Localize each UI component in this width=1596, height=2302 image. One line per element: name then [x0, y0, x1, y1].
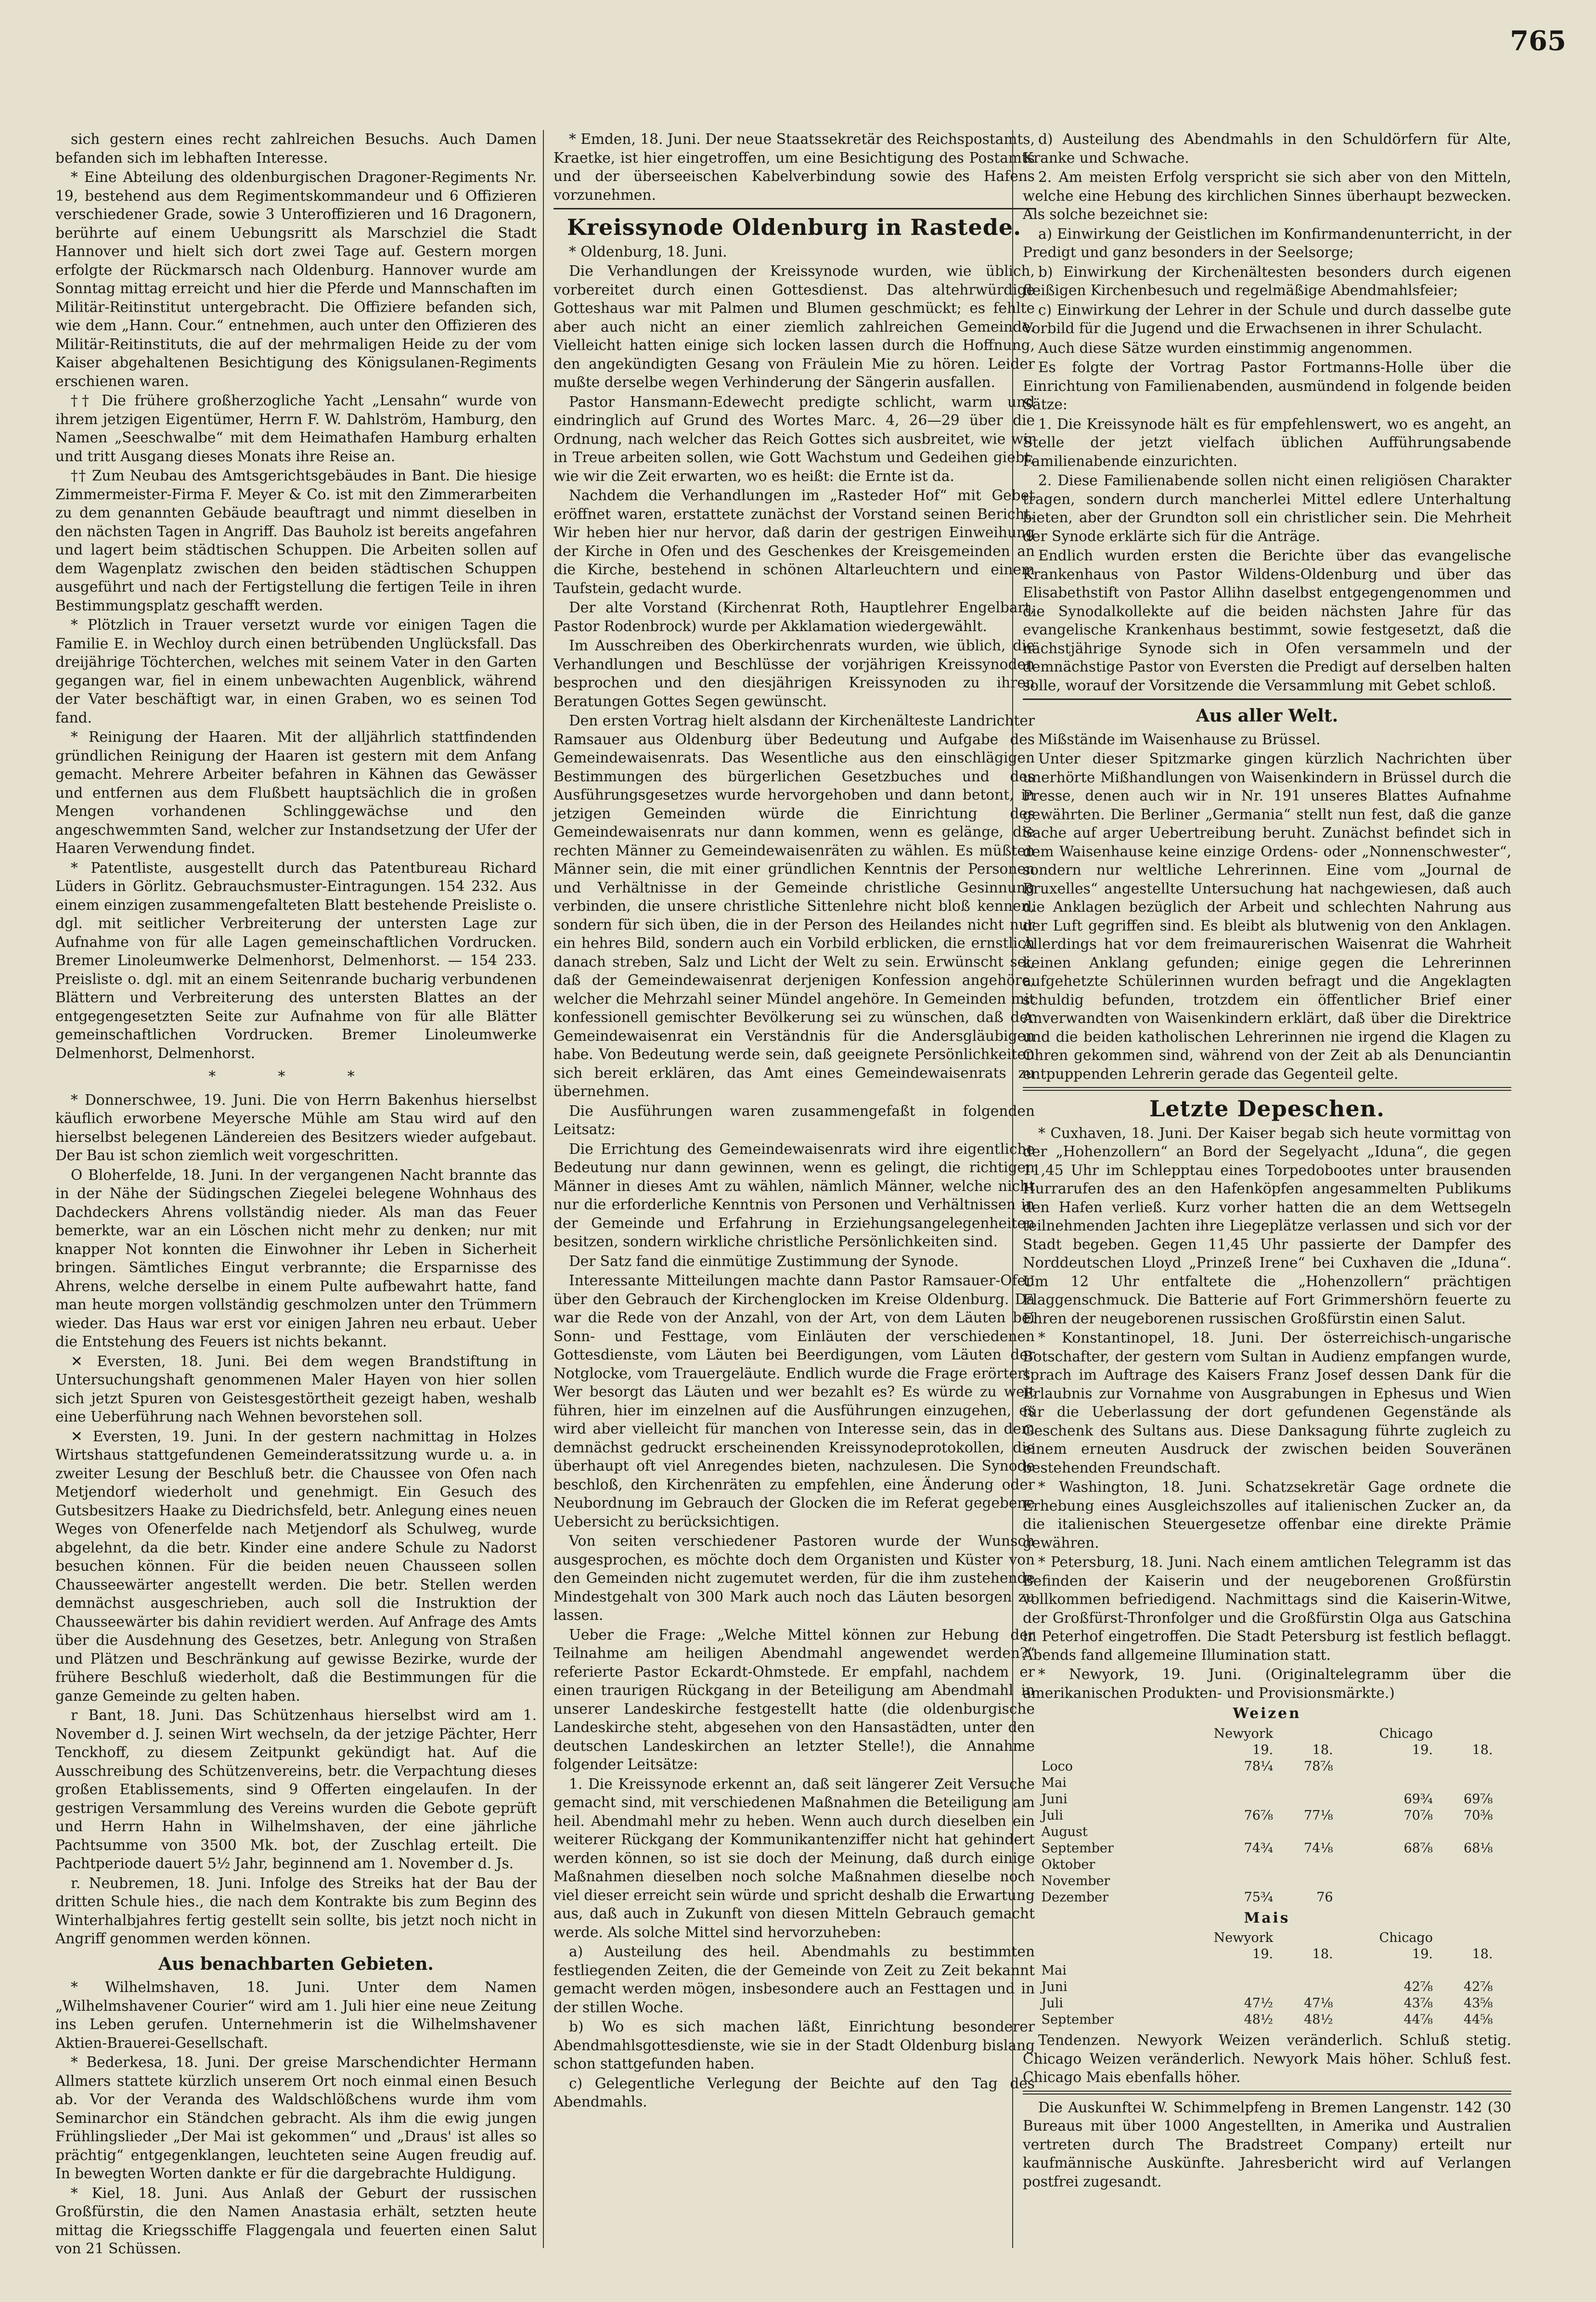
article-paragraph: Auch diese Sätze wurden einstimmig angenommen.: [1038, 339, 1413, 356]
market-cell: [1437, 1824, 1497, 1840]
market-cell: [1277, 1824, 1337, 1840]
market-table-row: [1037, 1857, 1496, 1873]
column-3: [1023, 130, 1511, 2238]
market-table-row: [1037, 1775, 1496, 1791]
market-table-row: [1037, 1873, 1496, 1889]
section-heading: Kreissynode Oldenburg in Rastede.: [566, 214, 1022, 240]
market-cell: [1437, 1963, 1497, 1979]
market-cell: [1277, 1979, 1337, 1995]
article-paragraph: d) Austeilung des Abendmahls in den Schuldörfern für Alte, Kranke und Schwache.: [1023, 131, 1511, 166]
market-cell: 78⅞: [1304, 1759, 1333, 1774]
market-cell: [1168, 1873, 1277, 1889]
market-cell: [1437, 1726, 1497, 1742]
article-paragraph: * Patentliste, ausgestellt durch das Patentbureau Richard Lüders in Görlitz. Gebrauchsmuster-Eintragungen. 154 232. Aus einem einzigen zusammengefalteten Blatt bestehende Preisliste o. dgl. mit seitlicher Verbreiterung der untersten Lage zur Aufnahme von für alle Lagen gemeinschaftlichen Vordrucken. Bremer Linoleumwerke Delmenhorst, Delmenhorst. — 154 233. Preisliste o. dgl. mit an einem Seitenrande bucharig verbundenen Blättern und Verbreiterung des untersten Blattes an der entgegengesetzten Seite zur Aufnahme von für alle Blätter gemeinschaftlichen Vordrucken. Bremer Linoleumwerke Delmenhorst, Delmenhorst.: [55, 859, 537, 1061]
market-cell: [1037, 1742, 1168, 1759]
divider-line: [553, 208, 1035, 209]
article-paragraph: * Eine Abteilung des oldenburgischen Dragoner-Regiments Nr. 19, bestehend aus dem Regimentskommandeur und 6 Offizieren verschiedener Grade, sowie 3 Unteroffizieren und 16 Dragonern, berührte auf einem Uebungsritt als Marschziel die Stadt Hannover und hielt sich dort zwei Tage auf. Gestern morgen erfolgte der Rückmarsch nach Oldenburg. Hannover wurde am Sonntag mittag erreicht und hier die Pferde und Mannschaften im Militär-Reitinstitut untergebracht. Die Offiziere befanden sich, wie dem „Hann. Cour.“ entnehmen, auch unter den Offizieren des Militär-Reitinstituts, die auf der mehrmaligen Heide zu der vom Kaiser abgehaltenen Besichtigung des Königsulanen-Regiments erschienen waren.: [55, 169, 537, 389]
article-paragraph: * Plötzlich in Trauer versetzt wurde vor einigen Tagen die Familie E. in Wechloy durch einen betrübenden Unglücksfall. Das dreijährige Töchterchen, welches mit seinem Vater in den Garten gegangen war, fiel in einem unbewachten Augenblick, während der Vater beschäftigt war, in einen Graben, wo es seinen Tod fand.: [55, 617, 537, 726]
market-cell: [1168, 1979, 1277, 1995]
market-cell: [1337, 1824, 1437, 1840]
article-paragraph: r. Neubremen, 18. Juni. Infolge des Streiks hat der Bau der dritten Schule hies., die nach dem Kontrakte bis zum Beginn des Winterhalbjahres fertig gestellt sein sollte, bis jetzt noch nicht in Angriff genommen werden können.: [55, 1875, 537, 1947]
market-cell: 43⅞: [1403, 1996, 1433, 2011]
market-cell: 19.: [1412, 1947, 1433, 1962]
article-paragraph: * Newyork, 19. Juni. (Originaltelegramm über die amerikanischen Produkten- und Provisionsmärkte.): [1023, 1666, 1511, 1701]
market-cell: 42⅞: [1464, 1979, 1493, 1994]
article-paragraph: * Wilhelmshaven, 18. Juni. Unter dem Namen „Wilhelmshavener Courier“ wird am 1. Juli hier eine neue Zeitung ins Leben gerufen. Unternehmerin ist die Wilhelmshavener Aktien-Brauerei-Gesellschaft.: [55, 1979, 537, 2051]
article-paragraph: * Emden, 18. Juni. Der neue Staatssekretär des Reichspostamts, Kraetke, ist hier eingetroffen, um eine Besichtigung des Postamts und der überseeischen Kabelverbindung sowie des Hafens vorzunehmen.: [553, 131, 1035, 203]
article-paragraph: b) Einwirkung der Kirchenältesten besonders durch eigenen fleißigen Kirchenbesuch und regelmäßige Abendmahlsfeier;: [1023, 263, 1511, 298]
market-cell: [1437, 1889, 1497, 1906]
market-cell: Oktober: [1041, 1857, 1095, 1872]
article-paragraph: Endlich wurden ersten die Berichte über das evangelische Krankenhaus von Pastor Wildens-Oldenburg und über das Elisabethstift von Pastor Allihn daselbst entgegengenommen und die Synodalkollekte auf die beiden nächsten Jahre für das evangelische Krankenhaus bestimmt, sowie festgesetzt, daß die nächstjährige Synode sich in Ofen versammeln und der demnächstige Pastor von Eversten die Predigt auf derselben halten solle, worauf der Vorsitzende die Versammlung mit Gebet schloß.: [1023, 547, 1511, 694]
market-cell: 42⅞: [1403, 1979, 1433, 1994]
market-cell: [1037, 1726, 1168, 1742]
market-cell: 69¾: [1403, 1791, 1433, 1807]
section-heading: Aus aller Welt.: [1196, 706, 1339, 726]
market-cell: 69⅞: [1464, 1791, 1493, 1807]
market-cell: [1168, 1791, 1277, 1808]
column-1: [55, 130, 537, 2257]
article-paragraph: Die Errichtung des Gemeindewaisenrats wird ihre eigentliche Bedeutung nur dann gewinnen, wenn es gelingt, die richtigen Männer in dieses Amt zu wählen, nämlich Männer, welche nicht nur die erforderliche Kenntnis von Personen und Verhältnissen in der Gemeinde und Erfahrung in Erziehungsangelegenheiten besitzen, sondern wirkliche christliche Persönlichkeiten sind.: [553, 1140, 1035, 1250]
market-table-row: [1037, 1963, 1496, 1979]
market-cell: [1337, 1775, 1437, 1791]
market-cell: 78¼: [1244, 1759, 1274, 1774]
market-cell: [1168, 1857, 1277, 1873]
market-cell: 18.: [1312, 1742, 1333, 1758]
article-paragraph: 2. Diese Familienabende sollen nicht einen religiösen Charakter tragen, sondern durch mancherlei Mittel edlere Unterhaltung bieten, aber der Grundton soll ein christlicher sein. Die Mehrheit der Synode erklärte sich für die Anträge.: [1023, 472, 1511, 544]
article-paragraph: Die Ausführungen waren zusammengefaßt in folgenden Leitsatz:: [553, 1102, 1035, 1138]
article-paragraph: Tendenzen. Newyork Weizen veränderlich. Schluß stetig. Chicago Weizen veränderlich. Newyork Mais höher. Schluß fest. Chicago Mais ebenfalls höher.: [1023, 2032, 1511, 2085]
section-heading: Aus benachbarten Gebieten.: [158, 1953, 434, 1974]
market-cell: [1337, 1759, 1437, 1775]
article-paragraph: b) Wo es sich machen läßt, Einrichtung besonderer Abendmahlsgottesdienste, wie sie in der Stadt Oldenburg bislang schon stattgefunden haben.: [553, 2018, 1035, 2072]
article-paragraph: ✕ Eversten, 19. Juni. In der gestern nachmittag in Holzes Wirtshaus stattgefundenen Gemeinderatssitzung wurde u. a. in zweiter Lesung der Beschluß betr. die Chaussee von Ofen nach Metjendorf wiederholt und genehmigt. Ein Gesuch des Gutsbesitzers Haake zu Diedrichsfeld, betr. Anlegung eines neuen Weges von Ofenerfelde nach Metjendorf als Schulweg, wurde abgelehnt, da die betr. Kinder eine andere Schule zu Nadorst besuchen können. Für die beiden neuen Chausseen sollen Chausseewärter angestellt werden. Die betr. Stellen werden demnächst ausgeschrieben, auch soll die Instruktion der Chausseewärter bis dahin revidiert werden. Auf Anfrage des Amts über die Ausdehnung des Gesetzes, betr. Anlegung von Straßen und Plätzen und Beschränkung auf gewisse Bezirke, wurde der frühere Beschluß wiederholt, daß die Bestimmungen für die ganze Gemeinde zu gelten haben.: [55, 1428, 537, 1704]
section-divider-stars: * * *: [208, 1068, 384, 1085]
article-paragraph: Nachdem die Verhandlungen im „Rasteder Hof“ mit Gebet eröffnet waren, erstattete zunächst der Vorstand seinen Bericht. Wir heben hier nur hervor, daß darin der gestrigen Einweihung der Kirche in Ofen und des Geschenkes der Kreisgemeinden an die Kirche, bestehend in schönen Altarleuchtern und einem Taufstein, gedacht wurde.: [553, 487, 1035, 596]
article-paragraph: 2. Am meisten Erfolg verspricht sie sich aber von den Mitteln, welche eine Hebung des kirchlichen Sinnes überhaupt bezwecken. Als solche bezeichnet sie:: [1023, 169, 1511, 222]
market-cell: Newyork: [1213, 1726, 1274, 1741]
article-paragraph: O Bloherfelde, 18. Juni. In der vergangenen Nacht brannte das in der Nähe der Südingschen Ziegelei belegene Wohnhaus des Dachdeckers Ahrens vollständig nieder. Als man das Feuer bemerkte, war an ein Löschen nicht mehr zu denken; nur mit knapper Not konnten die Einwohner ihr Leben in Sicherheit bringen. Sämtliches Eingut verbrannte; die Ersparnisse des Ahrens, welche derselbe in einem Pulte aufbewahrt hatte, fand man heute morgen vollständig geschmolzen unter den Trümmern wieder. Das Haus war erst vor einigen Jahren neu erbaut. Ueber die Entstehung des Feuers ist nichts bekannt.: [55, 1166, 537, 1350]
article-paragraph: c) Einwirkung der Lehrer in der Schule und durch dasselbe gute Vorbild für die Jugend und die Erwachsenen in ihrer Schulacht.: [1023, 301, 1511, 336]
market-cell: [1168, 1963, 1277, 1979]
article-paragraph: sich gestern eines recht zahlreichen Besuchs. Auch Damen befanden sich im lebhaften Interesse.: [55, 131, 537, 166]
market-cell: Dezember: [1041, 1889, 1109, 1905]
market-table-header: [1037, 1726, 1496, 1742]
market-cell: [1437, 1930, 1497, 1946]
market-cell: [1168, 1824, 1277, 1840]
market-cell: 18.: [1472, 1742, 1493, 1758]
article-paragraph: * Petersburg, 18. Juni. Nach einem amtlichen Telegramm ist das Befinden der Kaiserin und der neugeborenen Großfürstin vollkommen befriedigend. Nachmittags sind die Kaiserin-Witwe, der Großfürst-Thronfolger und die Großfürstin Olga aus Gatschina in Peterhof eingetroffen. Die Stadt Petersburg ist festlich beflaggt. Abends fand allgemeine Illumination statt.: [1023, 1554, 1511, 1663]
market-table-row: [1037, 1808, 1496, 1824]
market-cell: 70⅜: [1464, 1808, 1493, 1823]
market-cell: 18.: [1312, 1947, 1333, 1962]
article-paragraph: Der alte Vorstand (Kirchenrat Roth, Hauptlehrer Engelbart, Pastor Rodenbrock) wurde per Akklamation wiedergewählt.: [553, 599, 1035, 634]
article-paragraph: * Oldenburg, 18. Juni.: [569, 243, 727, 260]
article-paragraph: Die Auskunftei W. Schimmelpfeng in Bremen Langenstr. 142 (30 Bureaus mit über 1000 Angestellten, in Amerika und Australien vertreten durch The Bradstreet Company) erteilt nur kaufmännische Auskünfte. Jahresbericht wird auf Verlangen postfrei zugesandt.: [1023, 2099, 1511, 2190]
article-paragraph: a) Austeilung des heil. Abendmahls zu bestimmten festliegenden Zeiten, die der Gemeinde von Zeit zu Zeit bekannt gemacht werden mögen, insbesondere auch an Festtagen und in der stillen Woche.: [553, 1943, 1035, 2016]
market-cell: Mai: [1041, 1775, 1067, 1790]
market-cell: Chicago: [1379, 1726, 1433, 1741]
market-table-header: [1037, 1930, 1496, 1946]
article-paragraph: r Bant, 18. Juni. Das Schützenhaus hierselbst wird am 1. November d. J. seinen Wirt wechseln, da der jetzige Pächter, Herr Tenckhoff, zu diesem Zeitpunkt gekündigt hat. Auf die Ausschreibung des Schützenvereins, betr. die Verpachtung dieses großen Etablissements, sind 9 Offerten eingelaufen. In der gestrigen Versammlung des Vereins wurden die Gebote geprüft und Herrn Hahn in Wilhelmshaven, der eine jährliche Pachtsumme von 3500 Mk. bot, der Zuschlag erteilt. Die Pachtperiode dauert 5½ Jahr, beginnend am 1. November d. Js.: [55, 1707, 537, 1872]
market-cell: [1168, 1775, 1277, 1791]
market-cell: [1277, 1775, 1337, 1791]
market-table-header: [1037, 1946, 1496, 1963]
article-paragraph: Ueber die Frage: „Welche Mittel können zur Hebung der Teilnahme am heiligen Abendmahl angewendet werden?“ referierte Pastor Eckardt-Ohmstede. Er empfahl, nachdem er einen traurigen Rückgang in der Beteiligung am Abendmahl in unserer Landeskirche festgestellt hatte (die oldenburgische Landeskirche steht, abgesehen von den Hansastädten, unter den deutschen Landeskirchen an letzter Stelle!), die Annahme folgender Leitsätze:: [553, 1626, 1035, 1772]
market-cell: 48½: [1304, 2012, 1333, 2027]
article-paragraph: * Cuxhaven, 18. Juni. Der Kaiser begab sich heute vormittag von der „Hohenzollern“ an Bord der Segelyacht „Iduna“, die gegen 11,45 Uhr im Schlepptau eines Torpedobootes unter brausenden Hurrarufen des an den Hafenköpfen angesammelten Publikums den Hafen verließ. Kurz vorher hatten die an dem Wettsegeln teilnehmenden Jachten ihre Liegeplätze verlassen und sich vor der Stadt begeben. Gegen 11,45 Uhr passierte der Dampfer des Norddeutschen Lloyd „Prinzeß Irene“ bei Cuxhaven die „Iduna“. Um 12 Uhr entfaltete die „Hohenzollern“ prächtigen Flaggenschmuck. Die Batterie auf Fort Grimmershörn feuerte zu Ehren der neugeborenen russischen Großfürstin einen Salut.: [1023, 1125, 1511, 1327]
article-paragraph: Die Verhandlungen der Kreissynode wurden, wie üblich, vorbereitet durch einen Gottesdienst. Das altehrwürdige Gotteshaus war mit Palmen und Blumen geschmückt; es fehlte aber auch nicht an einer ziemlich zahlreichen Gemeinde. Vielleicht hatten einige sich locken lassen durch die Hoffnung, den angekündigten Gesang von Fräulein Mie zu hören. Leider mußte derselbe wegen Verhinderung der Sängerin ausfallen.: [553, 263, 1035, 390]
article-paragraph: c) Gelegentliche Verlegung der Beichte auf den Tag des Abendmahls.: [553, 2075, 1035, 2110]
market-cell: Loco: [1041, 1759, 1073, 1774]
market-cell: Juni: [1041, 1979, 1068, 1994]
market-cell: [1437, 1873, 1497, 1889]
market-table-row: [1037, 1889, 1496, 1906]
market-table-mais: [1037, 1930, 1496, 2028]
article-paragraph: * Reinigung der Haaren. Mit der alljährlich stattfindenden gründlichen Reinigung der Haaren ist gestern mit dem Anfang gemacht. Mehrere Arbeiter befahren in Kähnen das Gewässer und entfernen aus dem Flußbett hauptsächlich die in großen Mengen vorhandenen Schlinggewächse und den angeschwemmten Sand, welcher zur Instandsetzung der Ufer der Haaren Verwendung findet.: [55, 729, 537, 856]
market-cell: August: [1041, 1824, 1088, 1839]
market-cell: [1277, 1791, 1337, 1808]
market-cell: Mai: [1041, 1963, 1067, 1978]
market-table-header: [1037, 1742, 1496, 1759]
market-heading: Mais: [1244, 1909, 1290, 1926]
market-cell: [1337, 1889, 1437, 1906]
market-cell: [1437, 1857, 1497, 1873]
market-cell: Newyork: [1213, 1930, 1274, 1945]
market-cell: 68⅞: [1403, 1840, 1433, 1856]
market-cell: [1277, 1963, 1337, 1979]
market-cell: [1337, 1857, 1437, 1873]
double-divider-line: [1023, 2091, 1511, 2095]
article-paragraph: Es folgte der Vortrag Pastor Fortmanns-Holle über die Einrichtung von Familienabenden, ausmündend in folgende beiden Sätze:: [1023, 359, 1511, 413]
article-paragraph: * Bederkesa, 18. Juni. Der greise Marschendichter Hermann Allmers stattete kürzlich unserem Ort noch einmal einen Besuch ab. Vor der Veranda des Waldschlößchens wurde ihm vom Seminarchor ein Ständchen gebracht. Als ihm die ewig jungen Frühlingslieder „Der Mai ist gekommen“ und „Draus' ist alles so prächtig“ entgegenklangen, leuchteten seine Augen freudig auf. In bewegten Worten dankte er für die dargebrachte Huldigung.: [55, 2054, 537, 2182]
market-table-row: [1037, 1995, 1496, 2012]
market-cell: 47½: [1244, 1996, 1274, 2011]
article-paragraph: * Kiel, 18. Juni. Aus Anlaß der Geburt der russischen Großfürstin, die den Namen Anastasia erhält, setzten heute mittag die Kriegsschiffe Flaggengala und feuerten einen Salut von 21 Schüssen.: [55, 2185, 537, 2257]
market-cell: November: [1041, 1873, 1110, 1888]
article-paragraph: 1. Die Kreissynode erkennt an, daß seit längerer Zeit Versuche gemacht sind, mit verschiedenen Maßnahmen die Beteiligung am heil. Abendmahl mehr zu heben. Wenn auch durch dieselben ein weiterer Rückgang der Kommunikantenziffer nicht hat gehindert werden können, so ist sie doch der Meinung, daß durch einige Maßnahmen dieselben noch solche Maßnahmen dieselbe noch viel dieser erreicht sein würde und spricht deshalb die Erwartung aus, daß auch in Zukunft von diesen Mitteln Gebrauch gemacht werde. Als solche Mittel sind hervorzuheben:: [553, 1775, 1035, 1940]
market-cell: 74¾: [1244, 1840, 1274, 1856]
market-heading: Weizen: [1233, 1705, 1301, 1721]
market-cell: [1337, 1873, 1437, 1889]
market-table-row: [1037, 1759, 1496, 1775]
market-cell: September: [1041, 2012, 1114, 2027]
article-paragraph: Mißstände im Waisenhause zu Brüssel.: [1038, 731, 1321, 748]
article-paragraph: †† Zum Neubau des Amtsgerichtsgebäudes in Bant. Die hiesige Zimmermeister-Firma F. Meyer & Co. ist mit den Zimmerarbeiten zu dem genannten Gebäude beauftragt und nimmt dieselben in den nächsten Tagen in Angriff. Das Bauholz ist bereits angefahren und lagert beim städtischen Schuppen. Die Arbeiten sollen auf dem Wagenplatz zwischen den beiden städtischen Schuppen ausgeführt und nach der Fertigstellung die fertigen Teile in ihren Bestimmungsplatz geschafft werden.: [55, 467, 537, 614]
market-cell: 76: [1316, 1889, 1333, 1905]
market-cell: Chicago: [1379, 1930, 1433, 1945]
article-paragraph: a) Einwirkung der Geistlichen im Konfirmandenunterricht, in der Predigt und ganz besonders in der Seelsorge;: [1023, 225, 1511, 260]
section-heading: Letzte Depeschen.: [1149, 1096, 1385, 1122]
page-number: 765: [1510, 25, 1566, 57]
article-paragraph: Den ersten Vortrag hielt alsdann der Kirchenälteste Landrichter Ramsauer aus Oldenburg über Bedeutung und Aufgabe des Gemeindewaisenrats. Das Wesentliche aus den einschlägigen Bestimmungen des bürgerlichen Gesetzbuches und des Ausführungsgesetzes wurde hervorgehoben und dann betont, in jetzigen Gemeinden würde die Einrichtung des Gemeindewaisenrats nur dann kommen, wenn es gelänge, die rechten Männer zu Gemeindewaisenräten zu wählen. Es müßten Männer sein, die mit einer gründlichen Kenntnis der Personen und Verhältnisse in der Gemeinde christliche Gesinnung verbinden, die unsere christliche Sittenlehre nicht bloß kennen, sondern für sich üben, die in der Person des Heilandes nicht nur ein hehres Bild, sondern auch ein Vorbild erblicken, die ernstlich danach streben, Salz und Licht der Welt zu sein. Erwünscht sei, daß der Gemeindewaisenrat derjenigen Konfession angehöre, welcher die Mehrzahl seiner Mündel angehöre. In Gemeinden mit konfessionell gemischter Bevölkerung sei zu wünschen, daß der Gemeindewaisenrat ein Verständnis für die Andersgläubigen habe. Von Bedeutung werde sein, daß geeignete Persönlichkeiten sich bereit erklären, das Amt eines Gemeindewaisenrats zu übernehmen.: [553, 712, 1035, 1099]
market-cell: 19.: [1252, 1947, 1274, 1962]
market-cell: [1277, 1930, 1337, 1946]
market-cell: 68⅛: [1464, 1840, 1493, 1856]
market-cell: [1037, 1930, 1168, 1946]
market-cell: 74⅛: [1304, 1840, 1333, 1856]
market-cell: [1437, 1759, 1497, 1775]
market-table-row: [1037, 1791, 1496, 1808]
market-cell: 77⅛: [1304, 1808, 1333, 1823]
article-paragraph: Im Ausschreiben des Oberkirchenrats wurden, wie üblich, die Verhandlungen und Beschlüsse der vorjährigen Kreissynoden besprochen und den diesjährigen Kreissynoden zu ihren Beratungen Gottes Segen gewünscht.: [553, 637, 1035, 710]
article-paragraph: * Washington, 18. Juni. Schatzsekretär Gage ordnete die Erhebung eines Ausgleichszolles auf italienischen Zucker an, da die italienischen Steuergesetze offenbar eine direkte Prämie gewähren.: [1023, 1479, 1511, 1551]
market-cell: [1337, 1963, 1437, 1979]
article-paragraph: Pastor Hansmann-Edewecht predigte schlicht, warm und eindringlich auf Grund des Wortes Marc. 4, 26—29 über die Ordnung, nach welcher das Reich Gottes sich ausbreitet, wie wir in Treue arbeiten sollen, wie Gott Wachstum und Gedeihen giebt, wie wir die Zeit erwarten, wo es heißt: die Ernte ist da.: [553, 393, 1035, 484]
market-cell: 70⅞: [1403, 1808, 1433, 1823]
market-cell: 43⅝: [1464, 1996, 1493, 2011]
article-paragraph: * Konstantinopel, 18. Juni. Der österreichisch-ungarische Botschafter, der gestern vom Sultan in Audienz empfangen wurde, sprach im Auftrage des Kaisers Franz Josef dessen Dank für die Erlaubnis zur Vornahme von Ausgrabungen in Ephesus und Wien für die Ueberlassung der dort gefundenen Gegenstände als Geschenk des Sultans aus. Diese Danksagung führte zugleich zu einem erneuten Ausdruck der zwischen beiden Souveränen bestehenden Freundschaft.: [1023, 1330, 1511, 1476]
market-table-weizen: [1037, 1726, 1496, 1906]
article-paragraph: ✕ Eversten, 18. Juni. Bei dem wegen Brandstiftung in Untersuchungshaft genommenen Maler Hayen von hier sollen sich jetzt Spuren von Geistesgestörtheit gezeigt haben, weshalb eine Ueberführung nach Wehnen bevorstehen soll.: [55, 1353, 537, 1425]
column-2: [553, 130, 1035, 2238]
market-cell: 44⅝: [1464, 2012, 1493, 2027]
article-paragraph: Der Satz fand die einmütige Zustimmung der Synode.: [569, 1253, 959, 1269]
market-cell: Juli: [1041, 1996, 1063, 2011]
article-paragraph: Unter dieser Spitzmarke gingen kürzlich Nachrichten über unerhörte Mißhandlungen von Waisenkindern in Brüssel durch die Presse, denen auch wir in Nr. 191 unseres Blattes Aufnahme gewährten. Die Berliner „Germania“ stellt nun fest, daß die ganze Sache auf arger Uebertreibung beruht. Zunächst befindet sich in dem Waisenhause keine einzige Ordens- oder „Nonnenschwester“, sondern nur weltliche Lehrerinnen. Eine vom „Journal de Bruxelles“ angestellte Untersuchung hat nachgewiesen, daß auch die Anklagen bezüglich der Arbeit und schlechten Nahrung aus der Luft gegriffen sind. Es bleibt als blutwenig von den Anklagen. Allerdings hat vor dem freimaurerischen Waisenrat die Wahrheit keinen Anklang gefunden; einige gegen die Lehrerinnen aufgehetzte Schülerinnen wurden befragt und die Angeklagten schuldig befunden, trotzdem ein öffentlicher Brief einer Anverwandten von Waisenkindern erklärt, daß über die Direktrice und die beiden katholischen Lehrerinnen nie irgend die Klagen zu Ohren gekommen sind, während von der Zeit ab als Denunciantin entpuppenden Lehrerin gerade das Gegenteil gelte.: [1023, 750, 1511, 1082]
market-cell: [1037, 1946, 1168, 1963]
article-paragraph: Von seiten verschiedener Pastoren wurde der Wunsch ausgesprochen, es möchte doch dem Organisten und Küster von den Gemeinden nicht zugemutet werden, für die ihm zustehende Mindestgehalt von 300 Mark auch noch das Läuten besorgen zu lassen.: [553, 1533, 1035, 1623]
article-paragraph: * Donnerschwee, 19. Juni. Die von Herrn Bakenhus hierselbst käuflich erworbene Meyersche Mühle am Stau wird auf den hierselbst belegenen Ländereien des Besitzers wieder aufgebaut. Der Bau ist schon ziemlich weit vorgeschritten.: [55, 1091, 537, 1164]
article-paragraph: Interessante Mitteilungen machte dann Pastor Ramsauer-Ofen über den Gebrauch der Kirchenglocken im Kreise Oldenburg. Da war die Rede von der Anzahl, von der Art, von dem Läuten bei Sonn- und Festtage, vom Einläuten der verschiedenen Gottesdienste, vom Läuten bei Beerdigungen, vom Läuten der Notglocke, vom Trauergeläute. Endlich wurde die Frage erörtert: Wer besorgt das Läuten und wer bezahlt es? Es würde zu weit führen, hier im einzelnen auf die Ausführungen einzugehen, es wird aber vielleicht für manchen von Interesse sein, das in dem demnächst gedruckt erscheinenden Kreissynodeprotokollen, die überhaupt oft viel Anregendes bieten, nachzulesen. Die Synode beschloß, den Kirchenräten zu empfehlen, eine Änderung oder Neubordnung im Gebrauch der Glocken die im Referat gegebene Uebersicht zu berücksichtigen.: [553, 1272, 1035, 1530]
market-cell: [1437, 1775, 1497, 1791]
divider-line: [1023, 698, 1511, 700]
column-rule: [543, 130, 544, 2248]
article-paragraph: †† Die frühere großherzogliche Yacht „Lensahn“ wurde von ihrem jetzigen Eigentümer, Herrn F. W. Dahlström, Hamburg, den Namen „Seeschwalbe“ mit dem Heimathafen Hamburg erhalten und tritt Ausgang dieses Monats ihre Reise an.: [55, 392, 537, 465]
market-cell: Juli: [1041, 1808, 1063, 1823]
market-table-row: [1037, 1824, 1496, 1840]
market-cell: 44⅞: [1403, 2012, 1433, 2027]
market-table-row: [1037, 1840, 1496, 1857]
market-cell: [1277, 1726, 1337, 1742]
market-table-row: [1037, 2012, 1496, 2028]
double-divider-line: [1023, 1087, 1511, 1091]
market-cell: 19.: [1412, 1742, 1433, 1758]
article-paragraph: 1. Die Kreissynode hält es für empfehlenswert, wo es angeht, an Stelle der jetzt vielfach üblichen Aufführungsabende Familienabende einzurichten.: [1023, 415, 1511, 469]
market-cell: Juni: [1041, 1791, 1068, 1807]
market-cell: 75¾: [1244, 1889, 1274, 1905]
market-cell: 18.: [1472, 1947, 1493, 1962]
market-cell: 19.: [1252, 1742, 1274, 1758]
market-cell: 48½: [1244, 2012, 1274, 2027]
market-table-row: [1037, 1979, 1496, 1995]
market-cell: [1277, 1873, 1337, 1889]
market-cell: 47⅛: [1304, 1996, 1333, 2011]
market-cell: September: [1041, 1840, 1114, 1856]
market-cell: 76⅞: [1244, 1808, 1274, 1823]
market-cell: [1277, 1857, 1337, 1873]
